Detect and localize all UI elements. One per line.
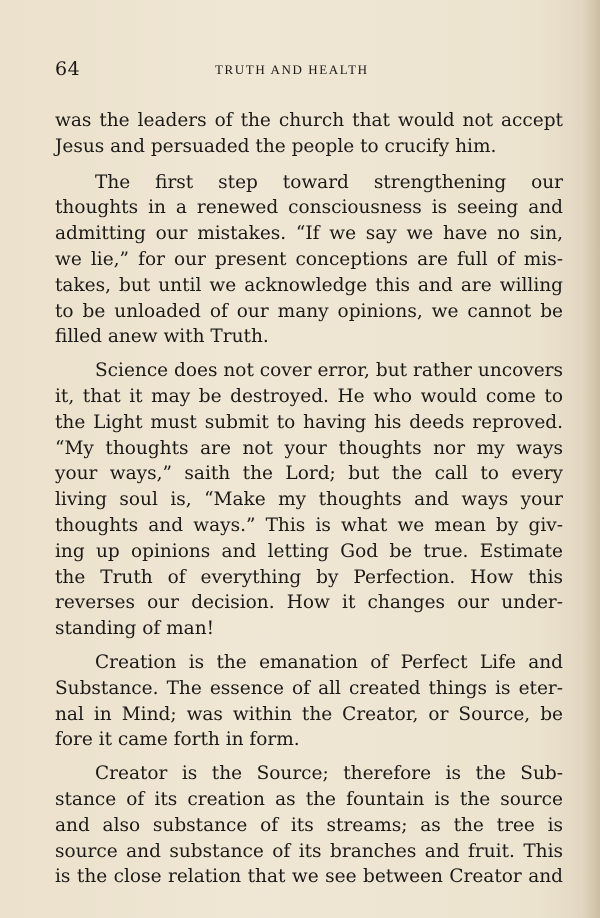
text-line: Jesus and persuaded the people to crucify him. bbox=[55, 135, 497, 157]
text-line: and also substance of its streams; as the tree is bbox=[55, 814, 563, 836]
paragraph bbox=[55, 761, 563, 890]
page-number: 64 bbox=[55, 58, 81, 80]
text-line: the Light must submit to having his deeds reproved. bbox=[55, 411, 563, 433]
paragraph bbox=[55, 170, 563, 351]
text-line: standing of man! bbox=[55, 618, 215, 640]
text-line: takes, but until we acknowledge this and are willing bbox=[55, 274, 563, 296]
text-line: Substance. The essence of all created things is eter- bbox=[55, 677, 563, 699]
text-line: source and substance of its branches and fruit. This bbox=[55, 840, 563, 862]
paragraph bbox=[55, 650, 563, 753]
text-line: Creation is the emanation of Perfect Life and bbox=[95, 651, 563, 673]
text-line: thoughts in a renewed consciousness is seeing and bbox=[55, 197, 563, 219]
text-line: the Truth of everything by Perfection. How this bbox=[55, 566, 563, 588]
text-line: Science does not cover error, but rather uncovers bbox=[95, 360, 563, 382]
text-line: we lie,” for our present conceptions are full of mis- bbox=[55, 248, 563, 270]
text-line: was the leaders of the church that would not accept bbox=[55, 110, 563, 131]
body-text bbox=[55, 108, 563, 890]
text-line: stance of its creation as the fountain is the source bbox=[55, 788, 563, 810]
text-line: The first step toward strengthening our bbox=[95, 171, 563, 193]
text-line: living soul is, “Make my thoughts and ways your bbox=[55, 489, 563, 511]
text-line: nal in Mind; was within the Creator, or Source, be bbox=[55, 703, 563, 725]
text-line: is the close relation that we see between Creator and bbox=[55, 866, 563, 888]
text-line: “My thoughts are not your thoughts nor my ways bbox=[55, 437, 563, 459]
text-line: to be unloaded of our many opinions, we cannot be bbox=[55, 300, 563, 322]
running-head: TRUTH AND HEALTH bbox=[215, 62, 369, 77]
paragraph bbox=[55, 108, 563, 160]
text-line: filled anew with Truth. bbox=[55, 326, 269, 348]
text-line: fore it came forth in form. bbox=[55, 729, 300, 751]
text-line: Creator is the Source; therefore is the Sub- bbox=[95, 763, 563, 785]
paragraph bbox=[55, 358, 563, 642]
text-line: your ways,” saith the Lord; but the call to every bbox=[55, 463, 563, 485]
page-edge-shadow bbox=[582, 0, 600, 918]
page-header bbox=[55, 58, 565, 86]
text-line: it, that it may be destroyed. He who would come to bbox=[55, 385, 563, 407]
text-line: reverses our decision. How it changes our under- bbox=[55, 592, 563, 614]
text-line: ing up opinions and letting God be true. Estimate bbox=[55, 540, 563, 562]
text-line: thoughts and ways.” This is what we mean by giv- bbox=[55, 514, 563, 536]
text-line: admitting our mistakes. “If we say we have no sin, bbox=[55, 223, 563, 245]
